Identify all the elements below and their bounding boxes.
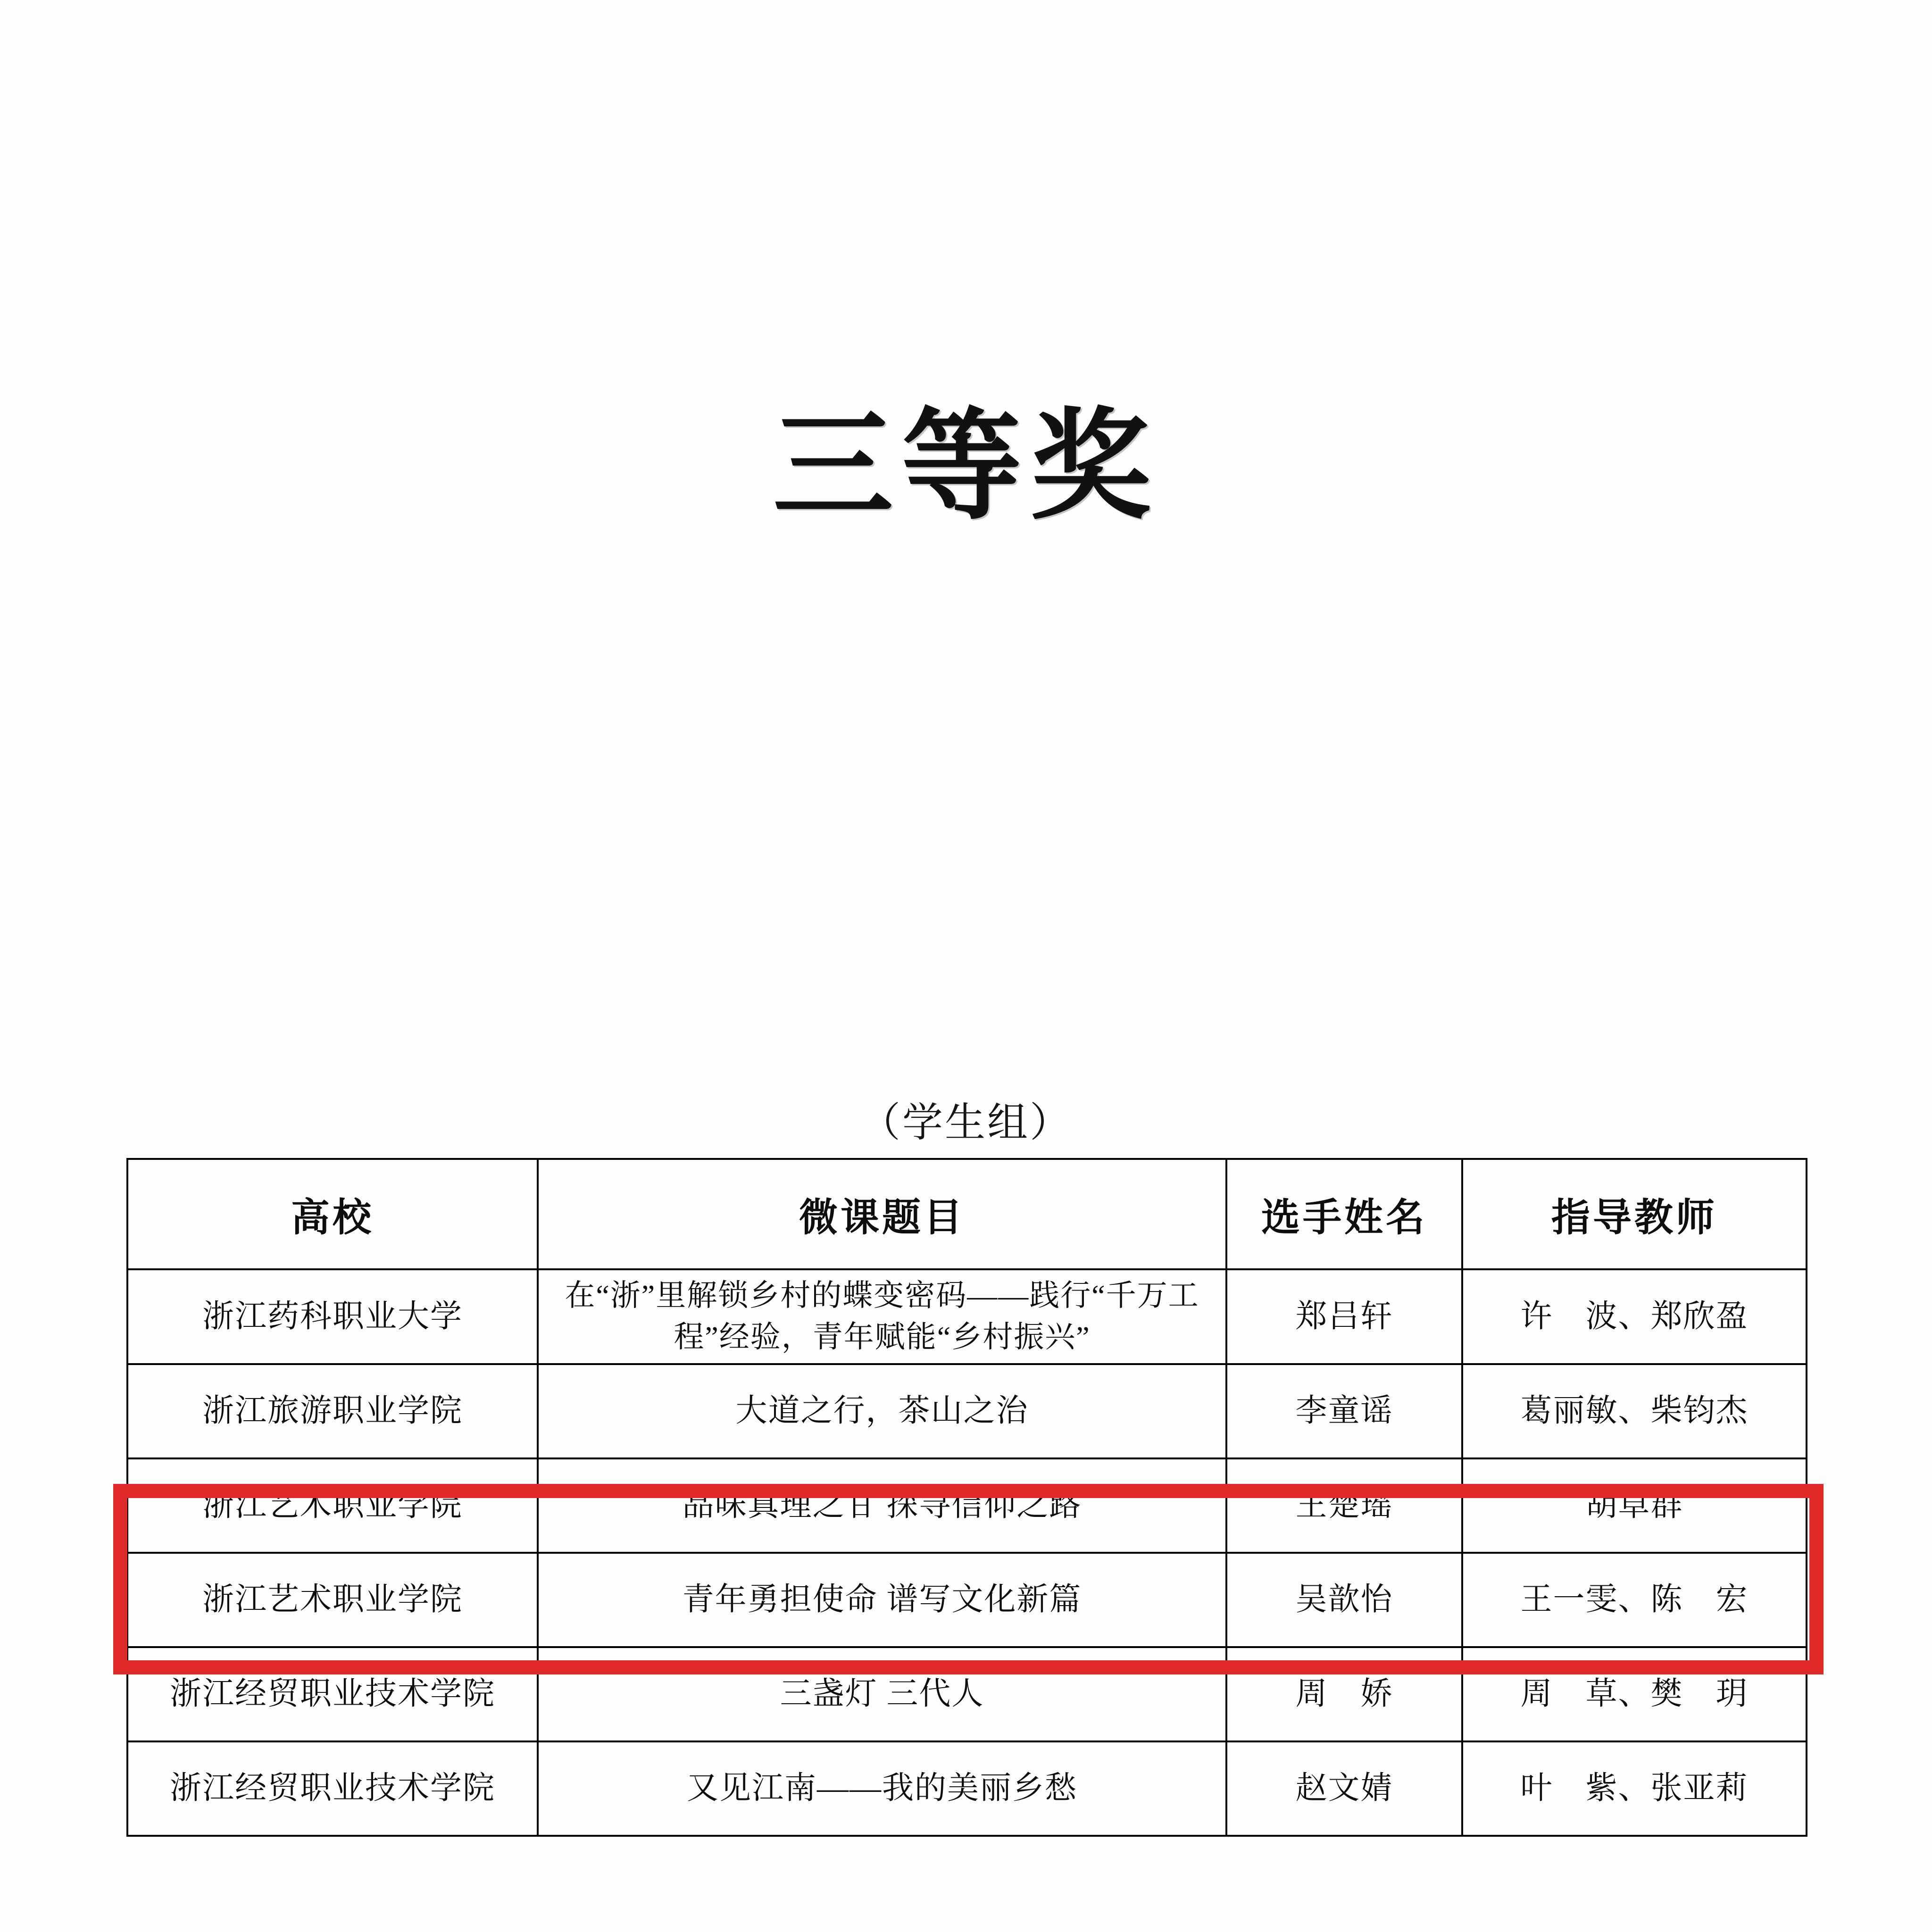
cell-school: 浙江艺术职业学院 — [127, 1553, 538, 1647]
group-label: （学生组） — [860, 1100, 1072, 1145]
table-row — [127, 1364, 1807, 1458]
cell-title: 大道之行，茶山之治 — [538, 1364, 1226, 1458]
cell-player: 王楚瑶 — [1226, 1458, 1462, 1553]
table-row — [127, 1647, 1807, 1741]
cell-school: 浙江艺术职业学院 — [127, 1458, 538, 1553]
cell-teacher: 许 波、郑欣盈 — [1462, 1269, 1807, 1364]
cell-player: 吴歆怡 — [1226, 1553, 1462, 1647]
column-header-player: 选手姓名 — [1226, 1159, 1462, 1269]
cell-teacher: 周 草、樊 玥 — [1462, 1647, 1807, 1741]
cell-school: 浙江经贸职业技术学院 — [127, 1647, 538, 1741]
cell-teacher: 葛丽敏、柴钧杰 — [1462, 1364, 1807, 1458]
table-row-highlighted — [127, 1458, 1807, 1553]
cell-teacher: 王一雯、陈 宏 — [1462, 1553, 1807, 1647]
cell-player: 赵文婧 — [1226, 1741, 1462, 1836]
cell-school: 浙江经贸职业技术学院 — [127, 1741, 538, 1836]
cell-title: 品味真理之甘 探寻信仰之路 — [538, 1458, 1226, 1553]
cell-title: 在“浙”里解锁乡村的蝶变密码——践行“千万工程”经验，青年赋能“乡村振兴” — [538, 1269, 1226, 1364]
column-header-title: 微课题目 — [538, 1159, 1226, 1269]
cell-title: 三盏灯 三代人 — [538, 1647, 1226, 1741]
award-title: 三等奖 — [773, 395, 1159, 536]
cell-player: 郑吕轩 — [1226, 1269, 1462, 1364]
table-row — [127, 1269, 1807, 1364]
table-row — [127, 1741, 1807, 1836]
cell-school: 浙江旅游职业学院 — [127, 1364, 538, 1458]
cell-title: 青年勇担使命 谱写文化新篇 — [538, 1553, 1226, 1647]
cell-player: 周 娇 — [1226, 1647, 1462, 1741]
cell-teacher: 胡卓群 — [1462, 1458, 1807, 1553]
column-header-school: 高校 — [127, 1159, 538, 1269]
column-header-teacher: 指导教师 — [1462, 1159, 1807, 1269]
results-table — [126, 1158, 1807, 1837]
cell-title: 又见江南——我的美丽乡愁 — [538, 1741, 1226, 1836]
table-header-row — [127, 1159, 1807, 1269]
cell-school: 浙江药科职业大学 — [127, 1269, 538, 1364]
results-table-wrapper — [126, 1158, 1806, 1837]
cell-teacher: 叶 紫、张亚莉 — [1462, 1741, 1807, 1836]
table-row-highlighted — [127, 1553, 1807, 1647]
cell-player: 李童谣 — [1226, 1364, 1462, 1458]
